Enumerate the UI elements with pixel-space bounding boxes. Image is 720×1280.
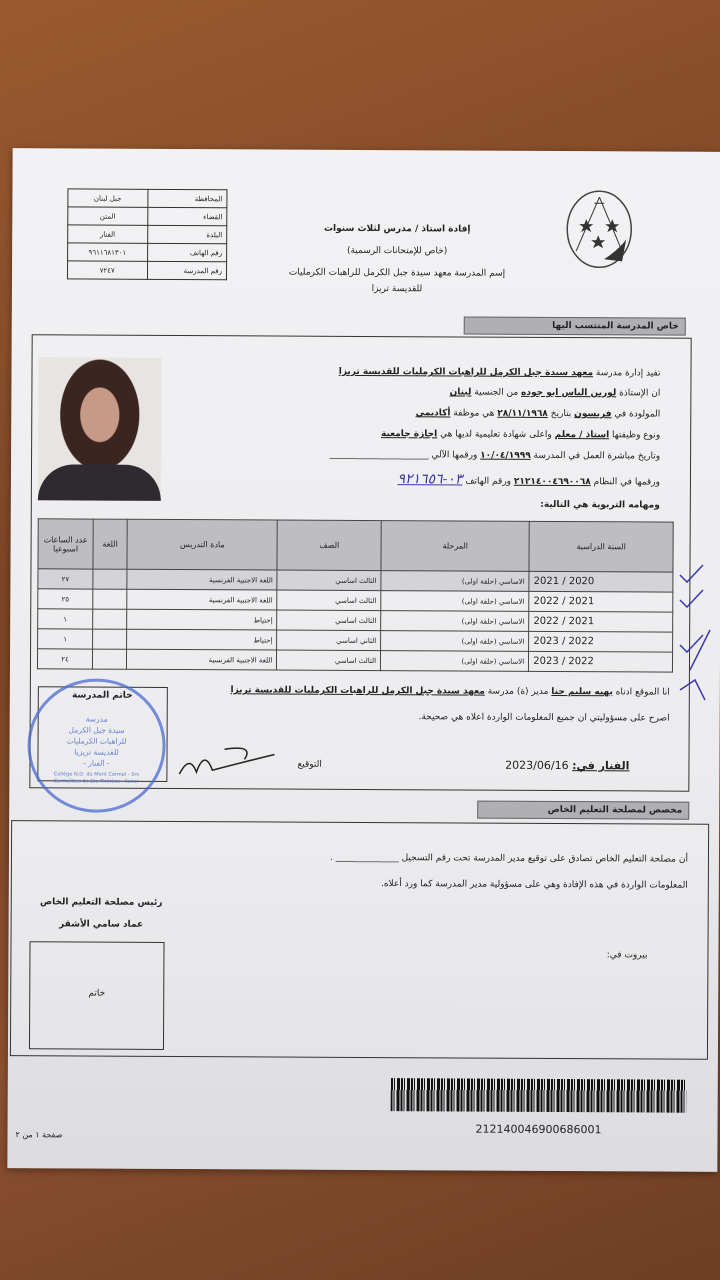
school-stamp-label: خاتم المدرسة	[71, 690, 133, 701]
table-cell: اللغة الاجنبية الفرنسية	[127, 569, 278, 590]
section-school-bar: خاص المدرسة المنتسب اليها	[464, 317, 686, 336]
table-cell: 2021 / 2022	[529, 591, 673, 612]
doc-title: إفادة استاذ / مدرس لثلاث سنوات	[323, 223, 471, 235]
col-header: مادة التدريس	[127, 519, 278, 570]
info-label: رقم الهاتف	[147, 243, 227, 261]
school-name-1: إسم المدرسة معهد سيدة جبل الكرمل للراهبات الكرمليات	[288, 267, 506, 279]
table-cell	[93, 589, 127, 609]
table-cell: 2020 / 2021	[529, 571, 673, 592]
seal-line: مدرسة	[85, 714, 108, 724]
table-cell	[93, 609, 127, 629]
line-birth: المولودة في فريسون بتاريخ ٢٨/١١/١٩٦٨ هي موظفة أكاديمي	[415, 408, 661, 420]
signature-label: التوقيع	[297, 759, 322, 770]
table-cell: الثالث اساسي	[277, 590, 381, 611]
line-start-date: وتاريخ مباشرة العمل في المدرسة ١٠/٠٤/١٩٩٩ ورقمها الآلي ______________________	[329, 449, 661, 462]
barcode-number: 212140046900686001	[475, 1122, 602, 1137]
tasks-table	[37, 518, 674, 672]
declaration-line-2: اصرح على مسؤوليتي ان جميع المعلومات الواردة اعلاه هي صحيحة.	[418, 712, 670, 724]
seal-line: - الفنار -	[83, 758, 110, 768]
table-row	[37, 649, 672, 672]
carmel-logo-icon	[564, 189, 634, 269]
col-header: عدد الساعات اسبوعيا	[38, 519, 93, 569]
table-cell: الاساسي (حلقة اولى)	[381, 591, 529, 612]
handwritten-phone: ٠٣-٩٢١٦٥٦	[397, 471, 463, 488]
table-cell: ٢٧	[38, 569, 93, 589]
table-cell: 2022 / 2023	[529, 631, 673, 652]
table-cell: ١	[38, 609, 93, 629]
col-header: المرحلة	[381, 521, 529, 572]
table-cell: الاساسي (حلقة اولى)	[381, 651, 529, 672]
school-info-table	[67, 188, 227, 280]
table-cell	[93, 569, 127, 589]
declaration-line: انا الموقع ادناه بهيه سليم حنا مدير (ة) مدرسة معهد سيدة جبل الكرمل للراهبات الكرمليات للقديسة تريزا	[230, 685, 670, 698]
info-value: جبل لبنان	[68, 189, 148, 207]
table-cell: الاساسي (حلقة اولى)	[381, 611, 529, 632]
approval-line-1: أن مصلحة التعليم الخاص تصادق على توقيع مدير المدرسة تحت رقم التسجيل ______________ .	[330, 852, 688, 865]
info-label: القضاء	[147, 207, 227, 225]
table-cell: اللغة الاجنبية الفرنسية	[127, 589, 278, 610]
beirut-date: بيروت في:	[606, 950, 648, 961]
official-stamp-box: خاتم	[29, 941, 165, 1050]
table-cell: إحتياط	[127, 609, 278, 630]
table-cell: 2022 / 2023	[529, 651, 673, 672]
head-name: عماد سامي الأشقر	[59, 919, 144, 930]
line-school: تفيد إدارة مدرسة معهد سيدة جبل الكرمل للراهبات الكرمليات للقديسة تريزا	[338, 366, 661, 379]
school-name-2: للقديسة تريزا	[371, 284, 423, 295]
tasks-heading: ومهامه التربوية هي التالية:	[540, 499, 660, 511]
teacher-photo	[38, 357, 162, 501]
page-number: صفحة ١ من ٢	[15, 1130, 63, 1140]
info-label: رقم المدرسة	[147, 261, 227, 279]
table-cell: الثالث اساسي	[277, 650, 381, 671]
table-cell: الثاني اساسي	[277, 630, 381, 651]
document-page	[7, 148, 720, 1172]
signature-icon	[174, 734, 284, 785]
approval-line-2: المعلومات الواردة في هذه الإفادة وهي على مسؤولية مدير المدرسة كما ورد أعلاه.	[380, 879, 688, 891]
doc-subtitle: (خاص للإمتحانات الرسمية)	[346, 245, 448, 257]
info-value: ٩٦١١٦٨١٣٠١	[68, 243, 148, 261]
col-header: الصف	[277, 520, 381, 571]
table-cell: الاساسي (حلقة اولى)	[381, 631, 529, 652]
table-cell	[93, 629, 127, 649]
info-value: ٧٢٤٧	[67, 261, 147, 279]
line-teacher: ان الإستاذة لورين الياس ابو جوده من الجنسية لبنان	[449, 387, 661, 399]
table-cell: الثالث اساسي	[277, 570, 381, 591]
table-header-row	[38, 519, 673, 572]
seal-line: للقديسة تريزيا	[74, 747, 119, 757]
col-header: السنة الدراسية	[529, 521, 673, 572]
line-system-number: ورقمها في النظام ٢١٢١٤٠٠٤٦٩٠٠٦٨ ورقم الهاتف ٠٣-٩٢١٦٥٦	[397, 471, 660, 488]
place-date: الفنار في: 2023/06/16	[505, 758, 630, 773]
section-education-box	[10, 820, 709, 1060]
info-label: البلدة	[147, 225, 227, 243]
info-label: المحافظة	[147, 189, 227, 207]
col-header: اللغة	[93, 519, 127, 569]
table-cell: الثالث اساسي	[277, 610, 381, 631]
table-cell: الاساسي (حلقة اولى)	[381, 571, 529, 592]
seal-line: للراهبات الكرمليات	[66, 736, 127, 746]
handwritten-checkmarks-icon	[675, 560, 720, 710]
line-job: ونوع وظيفتها استاذ / معلم واعلى شهادة تعليمية لديها هي اجازة جامعية	[380, 429, 661, 441]
barcode	[391, 1078, 687, 1113]
table-cell: ٢٤	[37, 649, 92, 669]
section-education-bar: مخصص لمصلحة التعليم الخاص	[477, 801, 689, 820]
table-cell: اللغة الاجنبية الفرنسية	[126, 649, 277, 670]
info-value: المتن	[68, 207, 148, 225]
table-cell	[92, 649, 126, 669]
info-value: الفنار	[68, 225, 148, 243]
table-cell: إحتياط	[127, 629, 278, 650]
seal-ring-text: Collège N.D. du Mont Carmel - Srs Carmélites de Ste Thérèse - Fanar	[53, 771, 140, 785]
seal-line: سيدة جبل الكرمل	[68, 725, 125, 735]
table-cell: ١	[38, 629, 93, 649]
table-cell: 2021 / 2022	[529, 611, 673, 632]
table-cell: ٢٥	[38, 589, 93, 609]
school-seal	[27, 678, 166, 813]
head-title: رئيس مصلحة التعليم الخاص	[39, 897, 163, 908]
